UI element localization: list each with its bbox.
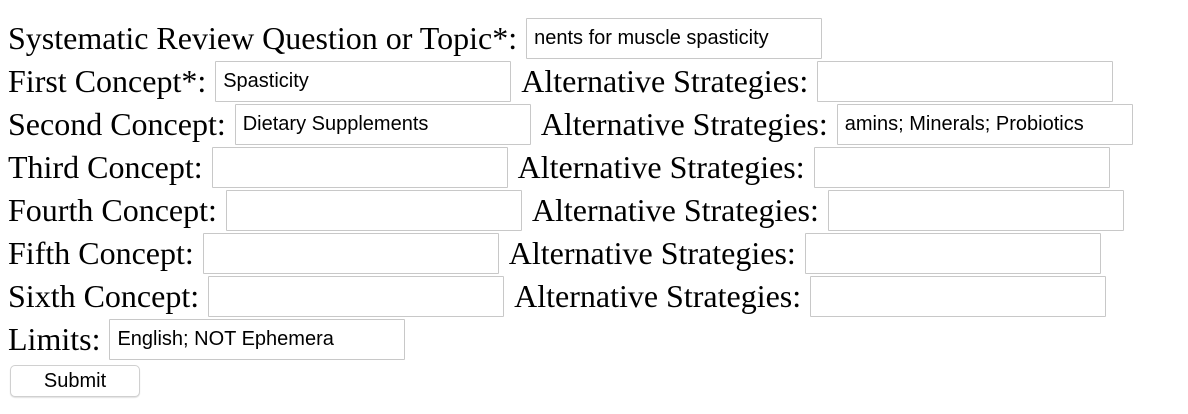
- submit-button[interactable]: Submit: [10, 365, 140, 397]
- fifth-alternative-strategies-input[interactable]: [805, 233, 1101, 274]
- second-concept-input[interactable]: [235, 104, 531, 145]
- sixth-alternative-strategies-input[interactable]: [810, 276, 1106, 317]
- sixth-concept-label: Sixth Concept:: [8, 278, 200, 314]
- limits-input[interactable]: [109, 319, 405, 360]
- fourth-concept-input[interactable]: [226, 190, 522, 231]
- sixth-concept-input[interactable]: [208, 276, 504, 317]
- concept-row-2: [8, 103, 1133, 146]
- third-concept-input[interactable]: [212, 147, 508, 188]
- submit-row: [8, 361, 1133, 401]
- fourth-alternative-strategies-input[interactable]: [828, 190, 1124, 231]
- concept-row-6: [8, 275, 1133, 318]
- fourth-alternative-strategies-label: Alternative Strategies:: [531, 192, 819, 228]
- limits-label: Limits:: [8, 321, 101, 357]
- second-alternative-strategies-label: Alternative Strategies:: [540, 106, 828, 142]
- concept-row-1: [8, 60, 1133, 103]
- concept-row-4: [8, 189, 1133, 232]
- third-concept-label: Third Concept:: [8, 149, 203, 185]
- limits-row: [8, 318, 1133, 361]
- third-alternative-strategies-label: Alternative Strategies:: [517, 149, 805, 185]
- concept-row-3: [8, 146, 1133, 189]
- second-concept-label: Second Concept:: [8, 106, 226, 142]
- fifth-alternative-strategies-label: Alternative Strategies:: [508, 235, 796, 271]
- concept-row-5: [8, 232, 1133, 275]
- sixth-alternative-strategies-label: Alternative Strategies:: [514, 278, 802, 314]
- second-alternative-strategies-input[interactable]: [837, 104, 1133, 145]
- third-alternative-strategies-input[interactable]: [814, 147, 1110, 188]
- topic-label: Systematic Review Question or Topic*:: [8, 20, 518, 56]
- fifth-concept-input[interactable]: [203, 233, 499, 274]
- first-concept-input[interactable]: [215, 61, 511, 102]
- topic-input[interactable]: [526, 18, 822, 59]
- fourth-concept-label: Fourth Concept:: [8, 192, 217, 228]
- first-concept-label: First Concept*:: [8, 63, 207, 99]
- systematic-review-form: [8, 17, 1133, 401]
- first-alternative-strategies-label: Alternative Strategies:: [521, 63, 809, 99]
- topic-row: [8, 17, 1133, 60]
- first-alternative-strategies-input[interactable]: [817, 61, 1113, 102]
- fifth-concept-label: Fifth Concept:: [8, 235, 194, 271]
